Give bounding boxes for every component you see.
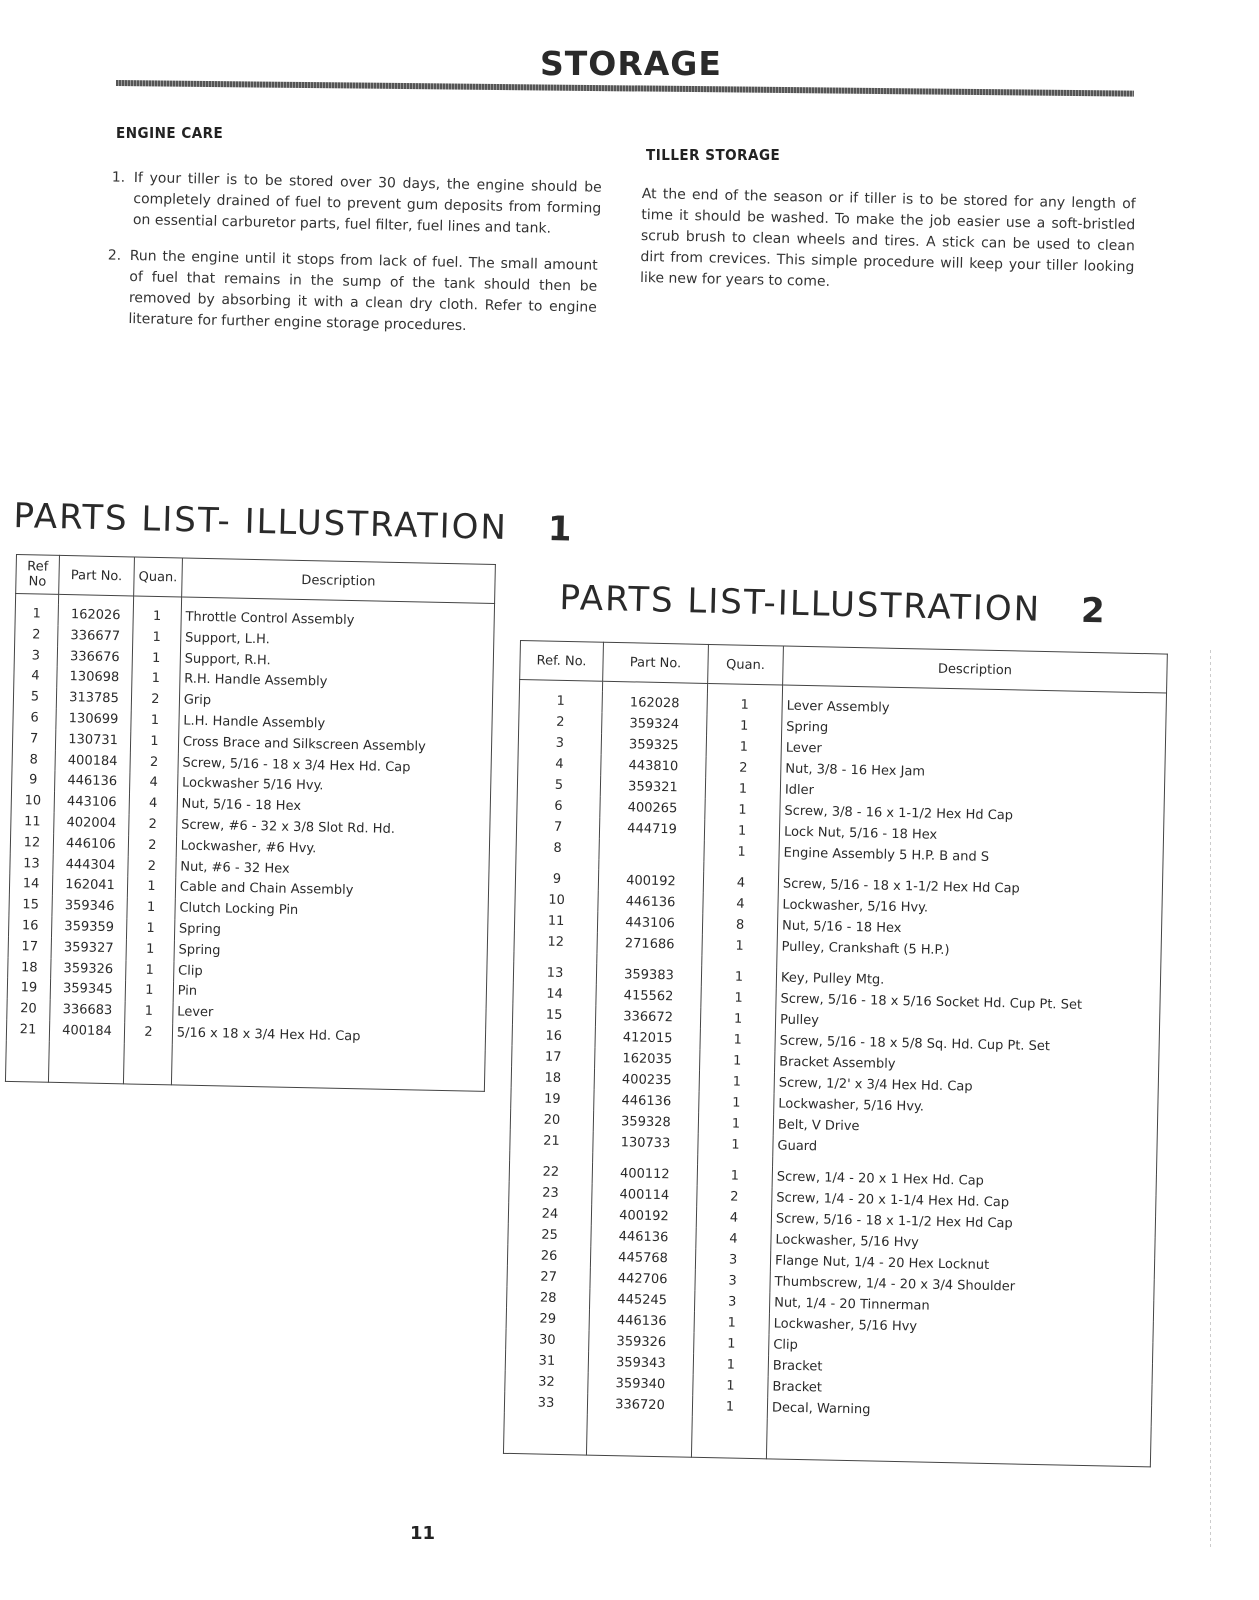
- description-cell: 5/16 x 18 x 3/4 Hex Hd. Cap: [172, 1023, 486, 1050]
- quantity-cell: 1: [698, 1113, 773, 1136]
- part-no-cell: 359328: [593, 1111, 698, 1134]
- quantity-cell: 1: [133, 627, 181, 649]
- description-cell: Support, R.H.: [180, 649, 494, 676]
- quantity-cell: 1: [701, 987, 776, 1010]
- ref-no-cell: 3: [518, 732, 601, 755]
- part-no-cell: 359325: [601, 734, 706, 757]
- part-no-cell: 400265: [600, 797, 705, 820]
- item-text: Run the engine until it stops from lack of fuel. The small amount of fuel that remains in the sump of the tank should then be removed by absorbing it with a clean dry cloth. Refer to engine literature for further engine storage procedures.: [128, 247, 598, 335]
- quantity-cell: 4: [129, 794, 177, 816]
- description-cell: Clip: [173, 961, 487, 988]
- ref-no-cell: 30: [506, 1329, 589, 1352]
- part-no-cell: 130731: [55, 730, 130, 752]
- quantity-cell: 1: [125, 981, 173, 1003]
- quantity-cell: 2: [697, 1186, 772, 1209]
- part-no-cell: 162028: [602, 692, 707, 715]
- part-no-cell: 446136: [598, 891, 703, 914]
- description-cell: Spring: [782, 717, 1166, 746]
- heading-number: 1: [547, 509, 574, 550]
- quantity-cell: 2: [124, 1022, 172, 1044]
- heading-number: 2: [1080, 590, 1108, 632]
- part-no-cell: 359340: [588, 1373, 693, 1396]
- quantity-cell: 1: [697, 1165, 772, 1188]
- tiller-storage-text: At the end of the season or if tiller is to be stored for any length of time it should be washed. To make the job easier use a soft-bristled scrub brush to clean wheels and tires. A stick can be used to clean dirt from crevices. This simple procedure will keep your tiller looking like new for years to come.: [639, 185, 1136, 290]
- quantity-cell: 1: [698, 1134, 773, 1157]
- header-part-no: Part No.: [603, 642, 709, 683]
- ref-no-cell: 6: [517, 795, 600, 818]
- description-cell: Nut, 3/8 - 16 Hex Jam: [781, 758, 1165, 787]
- ref-no-cell: 20: [7, 999, 50, 1021]
- part-no-cell: 444719: [599, 818, 704, 841]
- description-cell: Key, Pulley Mtg.: [776, 967, 1160, 996]
- ref-no-cell: 4: [14, 666, 57, 688]
- description-cell: Screw, #6 - 32 x 3/8 Slot Rd. Hd.: [176, 815, 490, 842]
- ref-no-cell: 15: [512, 1004, 595, 1027]
- ref-no-cell: 17: [512, 1046, 595, 1069]
- spacer-cell: [586, 1415, 692, 1458]
- ref-no-cell: 8: [12, 750, 55, 772]
- ref-no-cell: 19: [511, 1088, 594, 1111]
- description-cell: Screw, 1/4 - 20 x 1 Hex Hd. Cap: [772, 1166, 1156, 1195]
- part-no-cell: 359324: [602, 713, 707, 736]
- part-no-cell: 359343: [588, 1352, 693, 1375]
- quantity-cell: 1: [706, 736, 781, 759]
- part-no-cell: 336672: [595, 1006, 700, 1029]
- part-no-cell: 445768: [590, 1247, 695, 1270]
- quantity-cell: 1: [132, 648, 180, 670]
- ref-no-cell: 5: [517, 774, 600, 797]
- ref-no-cell: 26: [507, 1245, 590, 1268]
- ref-no-cell: 6: [13, 708, 56, 730]
- quantity-cell: 4: [696, 1228, 771, 1251]
- ref-no-cell: 22: [509, 1161, 592, 1184]
- ref-no-cell: 29: [506, 1308, 589, 1331]
- part-no-cell: 359326: [589, 1331, 694, 1354]
- ref-no-cell: 10: [11, 791, 54, 813]
- description-cell: Nut, 1/4 - 20 Tinnerman: [769, 1292, 1153, 1321]
- part-no-cell: 336720: [587, 1394, 692, 1417]
- spacer-cell: [48, 1042, 124, 1084]
- header-quan: Quan.: [708, 644, 784, 685]
- header-ref: Ref No: [16, 555, 60, 595]
- item-number: 1.: [111, 169, 126, 186]
- ref-no-cell: 23: [509, 1182, 592, 1205]
- ref-no-cell: 16: [512, 1025, 595, 1048]
- part-no-cell: 400112: [592, 1163, 697, 1186]
- description-cell: Thumbscrew, 1/4 - 20 x 3/4 Shoulder: [770, 1271, 1154, 1300]
- part-no-cell: 400184: [49, 1021, 124, 1043]
- ref-no-cell: 21: [510, 1130, 593, 1153]
- ref-no-cell: 32: [505, 1371, 588, 1394]
- quantity-cell: 4: [703, 893, 778, 916]
- table-spacer-row: [5, 1041, 485, 1092]
- quantity-cell: 2: [129, 814, 177, 836]
- quantity-cell: 1: [704, 841, 779, 864]
- description-cell: Lockwasher 5/16 Hvy.: [177, 774, 491, 801]
- ref-no-cell: 24: [508, 1203, 591, 1226]
- quantity-cell: 1: [693, 1375, 768, 1398]
- part-no-cell: 400192: [591, 1205, 696, 1228]
- ref-no-cell: 7: [516, 816, 599, 839]
- description-cell: Lever: [173, 1003, 487, 1030]
- ref-no-cell: 18: [8, 957, 51, 979]
- ref-no-cell: 28: [507, 1287, 590, 1310]
- part-no-cell: 443810: [601, 755, 706, 778]
- part-no-cell: 336677: [58, 626, 133, 648]
- part-no-cell: 359383: [596, 964, 701, 987]
- quantity-cell: 1: [692, 1396, 767, 1419]
- part-no-cell: 402004: [54, 813, 129, 835]
- quantity-cell: 1: [700, 1029, 775, 1052]
- quantity-cell: 2: [131, 690, 179, 712]
- description-cell: Nut, #6 - 32 Hex: [176, 857, 490, 884]
- quantity-cell: 1: [131, 710, 179, 732]
- quantity-cell: 3: [695, 1270, 770, 1293]
- part-no-cell: 446136: [591, 1226, 696, 1249]
- ref-no-cell: 3: [14, 646, 57, 668]
- part-no-cell: 443106: [597, 912, 702, 935]
- description-cell: R.H. Handle Assembly: [179, 670, 493, 697]
- description-cell: Screw, 1/4 - 20 x 1-1/4 Hex Hd. Cap: [772, 1187, 1156, 1216]
- quantity-cell: 1: [127, 877, 175, 899]
- description-cell: Pulley, Crankshaft (5 H.P.): [777, 936, 1161, 965]
- item-text: If your tiller is to be stored over 30 days, the engine should be completely drained of fuel to prevent gum deposits from forming on essential carburetor parts, fuel filter, fuel lines and tank.: [132, 169, 602, 237]
- description-cell: Nut, 5/16 - 18 Hex: [177, 795, 491, 822]
- part-no-cell: 130698: [57, 667, 132, 689]
- part-no-cell: 359321: [600, 776, 705, 799]
- page-number: 11: [410, 1523, 436, 1544]
- quantity-cell: 4: [696, 1207, 771, 1230]
- ref-no-cell: 27: [507, 1266, 590, 1289]
- heading-text: PARTS LIST-ILLUSTRATION: [559, 578, 1042, 630]
- description-cell: Lockwasher, #6 Hvy.: [176, 836, 490, 863]
- part-no-cell: 445245: [589, 1289, 694, 1312]
- description-cell: Cross Brace and Silkscreen Assembly: [178, 732, 492, 759]
- description-cell: Grip: [179, 691, 493, 718]
- part-no-cell: 162026: [58, 605, 133, 627]
- quantity-cell: 1: [126, 918, 174, 940]
- quantity-cell: 1: [705, 778, 780, 801]
- quantity-cell: 4: [703, 872, 778, 895]
- part-no-cell: 444304: [53, 854, 128, 876]
- quantity-cell: 1: [693, 1354, 768, 1377]
- ref-no-cell: 18: [511, 1067, 594, 1090]
- part-no-cell: 359326: [51, 958, 126, 980]
- engine-care-item-2: [107, 246, 598, 340]
- quantity-cell: 1: [707, 694, 782, 717]
- quantity-cell: 1: [700, 1050, 775, 1073]
- ref-no-cell: 4: [518, 753, 601, 776]
- header-description: Description: [783, 646, 1168, 693]
- description-cell: Screw, 1/2' x 3/4 Hex Hd. Cap: [774, 1072, 1158, 1101]
- description-cell: Guard: [773, 1135, 1157, 1164]
- quantity-cell: 1: [699, 1092, 774, 1115]
- quantity-cell: 1: [707, 715, 782, 738]
- item-number: 2.: [107, 247, 122, 264]
- description-cell: Bracket: [768, 1376, 1152, 1405]
- spacer-cell: [171, 1044, 485, 1091]
- description-cell: Engine Assembly 5 H.P. B and S: [779, 842, 1163, 871]
- ref-no-cell: 20: [510, 1109, 593, 1132]
- description-cell: Lockwasher, 5/16 Hvy: [769, 1313, 1153, 1342]
- quantity-cell: 4: [130, 773, 178, 795]
- quantity-cell: 2: [130, 752, 178, 774]
- quantity-cell: 1: [127, 898, 175, 920]
- description-cell: Screw, 5/16 - 18 x 1-1/2 Hex Hd Cap: [771, 1208, 1155, 1237]
- part-no-cell: 446136: [594, 1090, 699, 1113]
- part-no-cell: 400192: [598, 870, 703, 893]
- spacer-cell: [691, 1417, 767, 1459]
- ref-no-cell: 33: [504, 1392, 587, 1415]
- part-no-cell: 313785: [56, 688, 131, 710]
- parts-list-1-heading: [13, 496, 574, 550]
- ref-no-cell: 11: [514, 910, 597, 933]
- spacer-cell: [766, 1418, 1151, 1467]
- part-no-cell: 446136: [55, 771, 130, 793]
- quantity-cell: 1: [700, 1008, 775, 1031]
- description-cell: L.H. Handle Assembly: [179, 711, 493, 738]
- ref-no-cell: 12: [10, 833, 53, 855]
- ref-no-cell: 25: [508, 1224, 591, 1247]
- quantity-cell: 1: [694, 1333, 769, 1356]
- part-no-cell: 446106: [53, 834, 128, 856]
- spacer-cell: [5, 1041, 49, 1082]
- description-cell: Lockwasher, 5/16 Hvy.: [774, 1093, 1158, 1122]
- parts-table-1: [5, 554, 496, 1092]
- quantity-cell: 2: [128, 835, 176, 857]
- description-cell: Clip: [769, 1334, 1153, 1363]
- description-cell: Bracket Assembly: [774, 1051, 1158, 1080]
- spacer-cell: [123, 1043, 172, 1084]
- description-cell: Spring: [174, 940, 488, 967]
- quantity-cell: 1: [701, 966, 776, 989]
- ref-no-cell: 11: [11, 812, 54, 834]
- description-cell: Screw, 5/16 - 18 x 5/8 Sq. Hd. Cup Pt. Set: [775, 1030, 1159, 1059]
- heading-text: PARTS LIST- ILLUSTRATION: [13, 496, 509, 549]
- quantity-cell: 3: [694, 1291, 769, 1314]
- description-cell: Spring: [174, 919, 488, 946]
- description-cell: Flange Nut, 1/4 - 20 Hex Locknut: [770, 1250, 1154, 1279]
- engine-care-heading: ENGINE CARE: [116, 124, 224, 142]
- header-ref: Ref. No.: [520, 641, 604, 682]
- ref-no-cell: 12: [514, 931, 597, 954]
- part-no-cell: 359327: [51, 938, 126, 960]
- quantity-cell: 1: [130, 731, 178, 753]
- ref-no-cell: 10: [515, 889, 598, 912]
- quantity-cell: 1: [133, 606, 181, 628]
- description-cell: Lockwasher, 5/16 Hvy.: [778, 894, 1162, 923]
- ref-no-cell: 14: [9, 874, 52, 896]
- ref-no-cell: 17: [8, 937, 51, 959]
- part-no-cell: 400235: [594, 1069, 699, 1092]
- quantity-cell: 1: [126, 939, 174, 961]
- quantity-cell: 8: [702, 914, 777, 937]
- description-cell: Support, L.H.: [180, 628, 494, 655]
- part-no-cell: 359359: [51, 917, 126, 939]
- part-no-cell: 446136: [589, 1310, 694, 1333]
- ref-no-cell: 2: [519, 711, 602, 734]
- header-quan: Quan.: [134, 557, 183, 597]
- ref-no-cell: 8: [516, 837, 599, 860]
- description-cell: Pulley: [775, 1009, 1159, 1038]
- ref-no-cell: 7: [12, 729, 55, 751]
- description-cell: Belt, V Drive: [773, 1114, 1157, 1143]
- part-no-cell: 130699: [56, 709, 131, 731]
- part-no-cell: 400114: [592, 1184, 697, 1207]
- quantity-cell: 1: [704, 820, 779, 843]
- description-cell: Idler: [780, 779, 1164, 808]
- ref-no-cell: 9: [12, 770, 55, 792]
- spacer-cell: [503, 1413, 587, 1455]
- quantity-cell: 1: [694, 1312, 769, 1335]
- ref-no-cell: 5: [13, 687, 56, 709]
- description-cell: Clutch Locking Pin: [175, 899, 489, 926]
- description-cell: Lever: [781, 737, 1165, 766]
- quantity-cell: 2: [128, 856, 176, 878]
- ref-no-cell: 15: [9, 895, 52, 917]
- part-no-cell: 412015: [595, 1027, 700, 1050]
- description-cell: Lock Nut, 5/16 - 18 Hex: [779, 821, 1163, 850]
- header-part-no: Part No.: [59, 555, 135, 596]
- ref-no-cell: 19: [7, 978, 50, 1000]
- description-cell: Pin: [173, 982, 487, 1009]
- quantity-cell: 1: [132, 669, 180, 691]
- page-edge-line: [1210, 650, 1211, 1550]
- ref-no-cell: 14: [513, 983, 596, 1006]
- header-description: Description: [181, 558, 495, 604]
- part-no-cell: 442706: [590, 1268, 695, 1291]
- description-cell: Cable and Chain Assembly: [175, 878, 489, 905]
- part-no-cell: 400184: [55, 750, 130, 772]
- ref-no-cell: 21: [6, 1020, 49, 1042]
- part-no-cell: 162035: [595, 1048, 700, 1071]
- part-no-cell: 336676: [57, 646, 132, 668]
- part-no-cell: [599, 839, 704, 862]
- part-no-cell: 359345: [50, 979, 125, 1001]
- parts-list-2-heading: [559, 578, 1107, 631]
- part-no-cell: 336683: [50, 1000, 125, 1022]
- quantity-cell: 1: [699, 1071, 774, 1094]
- quantity-cell: 1: [705, 799, 780, 822]
- description-cell: Screw, 5/16 - 18 x 1-1/2 Hex Hd Cap: [778, 873, 1162, 902]
- description-cell: Screw, 3/8 - 16 x 1-1/2 Hex Hd Cap: [780, 800, 1164, 829]
- part-no-cell: 415562: [596, 985, 701, 1008]
- ref-no-cell: 9: [515, 868, 598, 891]
- quantity-cell: 2: [706, 757, 781, 780]
- ref-no-cell: 2: [15, 625, 58, 647]
- description-cell: Decal, Warning: [767, 1397, 1151, 1426]
- part-no-cell: 271686: [597, 933, 702, 956]
- part-no-cell: 443106: [54, 792, 129, 814]
- description-cell: Lever Assembly: [782, 696, 1166, 725]
- ref-no-cell: 13: [10, 854, 53, 876]
- quantity-cell: 1: [125, 1002, 173, 1024]
- quantity-cell: 3: [695, 1249, 770, 1272]
- parts-table-2: [503, 640, 1168, 1467]
- ref-no-cell: 1: [15, 604, 58, 626]
- description-cell: Screw, 5/16 - 18 x 5/16 Socket Hd. Cup Pt. Set: [776, 988, 1160, 1017]
- quantity-cell: 1: [702, 935, 777, 958]
- page-title: STORAGE: [540, 44, 722, 83]
- description-cell: Lockwasher, 5/16 Hvy: [771, 1229, 1155, 1258]
- description-cell: Screw, 5/16 - 18 x 3/4 Hex Hd. Cap: [178, 753, 492, 780]
- part-no-cell: 162041: [52, 875, 127, 897]
- part-no-cell: 130733: [593, 1132, 698, 1155]
- engine-care-item-1: [111, 168, 602, 241]
- description-cell: Nut, 5/16 - 18 Hex: [777, 915, 1161, 944]
- ref-no-cell: 31: [505, 1350, 588, 1373]
- ref-no-cell: 16: [8, 916, 51, 938]
- quantity-cell: 1: [126, 960, 174, 982]
- ref-no-cell: 1: [519, 690, 602, 713]
- ref-no-cell: 13: [513, 962, 596, 985]
- description-cell: Bracket: [768, 1355, 1152, 1384]
- tiller-storage-heading: TILLER STORAGE: [646, 146, 781, 164]
- part-no-cell: 359346: [52, 896, 127, 918]
- description-cell: Throttle Control Assembly: [181, 607, 495, 634]
